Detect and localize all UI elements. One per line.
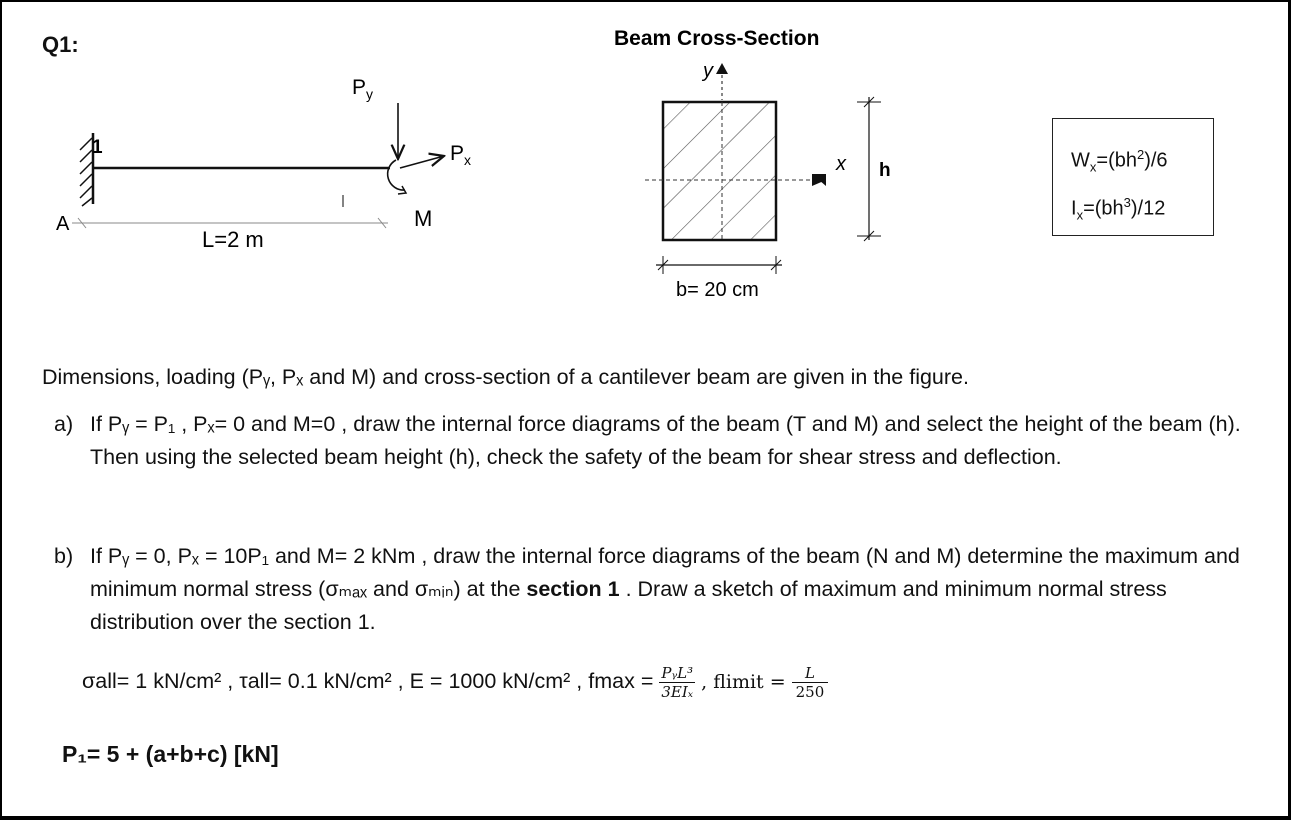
length-label: L=2 m — [202, 227, 264, 252]
cross-section-title: Beam Cross-Section — [614, 27, 820, 50]
moment-arc — [388, 160, 405, 190]
y-axis-label: y — [703, 60, 713, 82]
item-b-label: b) — [54, 544, 74, 568]
height-label: h — [879, 160, 891, 181]
question-label: Q1: — [42, 32, 79, 57]
p1-definition: P₁= 5 + (a+b+c) [kN] — [62, 741, 279, 767]
flimit-fraction: $\frac{L}{250}$ — [792, 664, 829, 701]
intro-text: Dimensions, loading (Pᵧ, Pₓ and M) and cross-section of a cantilever beam are given in the figure. — [42, 365, 969, 389]
load-px-label: $P_x$ — [450, 142, 472, 168]
fmax-label: fmax = — [588, 669, 654, 694]
load-py-label: $P_y$ — [352, 76, 374, 102]
wx-formula: $W_x=(bh^2)/6$ — [1071, 147, 1168, 175]
load-px-arrow — [400, 156, 444, 168]
section-rectangle — [663, 102, 776, 240]
width-label: b= 20 cm — [676, 279, 759, 301]
moment-label: M — [414, 206, 433, 231]
ix-formula: $I_x=(bh^3)/12$ — [1071, 195, 1166, 223]
allowable-values: σall= 1 kN/cm² , τall= 0.1 kN/cm² , E = 1000 kN/cm² , — [82, 669, 583, 694]
section-1-label: 1 — [92, 137, 103, 158]
point-a-label: A — [56, 213, 70, 235]
fmax-fraction: $\frac{\text{PᵧL³}}{\text{3EIₓ}}$ — [661, 664, 694, 701]
x-axis-arrowhead — [812, 174, 826, 186]
flimit-label: , flimit = — [701, 671, 786, 694]
y-axis-arrowhead — [716, 63, 728, 74]
parameters-line — [82, 664, 828, 701]
item-a-label: a) — [54, 412, 74, 436]
item-b-text: If Pᵧ = 0, Pₓ = 10P₁ and M= 2 kNm , draw the internal force diagrams of the beam (N and M) determine the maximum and minimum normal stress (σₘₐₓ and σₘᵢₙ) at the section 1 . Draw a sketch of maximum and minimum normal stress distribution over the section 1. — [90, 544, 1240, 634]
section-formulas-box — [1052, 118, 1214, 236]
x-axis-label: x — [836, 153, 846, 175]
item-a-text: If Pᵧ = P₁ , Pₓ= 0 and M=0 , draw the internal force diagrams of the beam (T and M) and select the height of the beam (h). Then using the selected beam height (h), check the safety of the beam for shear stress and deflection. — [90, 412, 1241, 469]
